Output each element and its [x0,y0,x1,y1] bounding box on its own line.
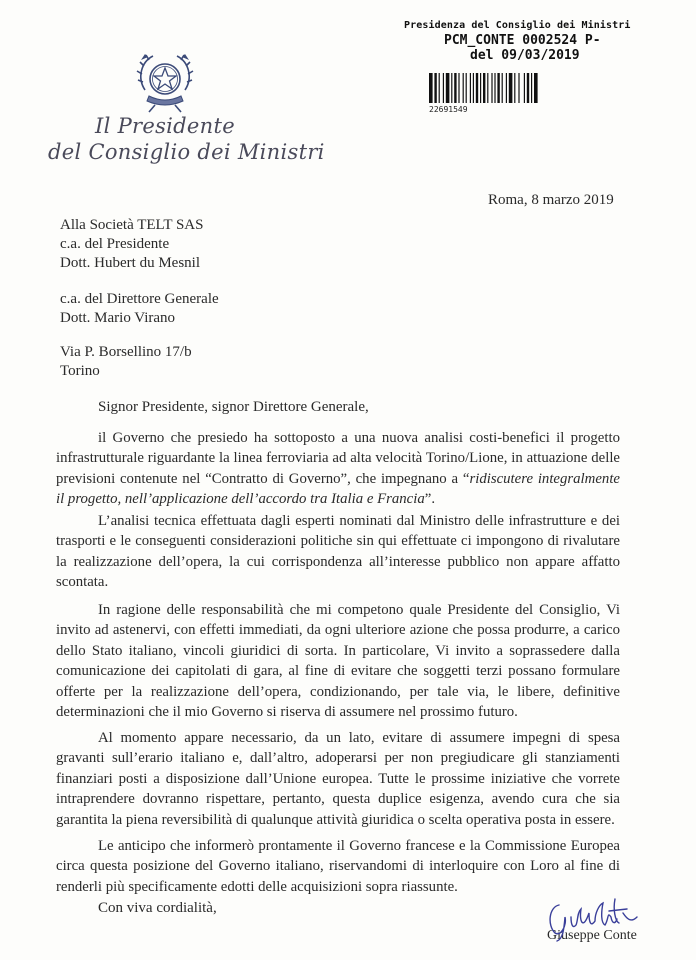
barcode-bar [439,73,440,103]
barcode-bar [454,73,456,103]
barcode-bar [487,73,488,103]
barcode-bar [497,73,499,103]
barcode-bar [446,73,450,103]
barcode-bar [534,73,538,103]
paragraph-1 [56,428,620,510]
barcode-bar [483,73,485,103]
paragraph-1-quote: ridiscutere integralmente il progetto, nell’applicazione dell’accordo tra Italia e Francia [56,470,621,508]
handwritten-signature [545,895,640,943]
place-date: Roma, 8 marzo 2019 [488,192,614,208]
recipient-street: Via P. Borsellino 17/b [60,344,192,360]
barcode-bar [466,73,467,103]
recipient-attn-president: c.a. del Presidente [60,236,170,252]
barcode-bar [524,73,525,103]
paragraph-5: Le anticipo che informerò prontamente il Governo francese e la Commissione Europea circa questa posizione del Governo italiano, riservandomi di interloquire con Loro al fine di renderli più specificamente edotti delle acquisizioni sopra riassunte. [56,838,620,895]
barcode-bar [470,73,471,103]
barcode-bar [463,73,464,103]
recipient-company: Alla Società TELT SAS [60,217,204,233]
barcode-bar [494,73,495,103]
recipient-block-2 [60,290,219,328]
barcode-bar [527,73,529,103]
greeting: Signor Presidente, signor Direttore Generale, [98,399,369,415]
barcode-bar [491,73,492,103]
barcode-bar [514,73,515,103]
paragraph-1-end: ”. [424,491,436,508]
barcode-bar [443,73,444,103]
letterhead-title-line1: Il Presidente [95,114,235,138]
barcode-bar [458,73,459,103]
barcode-bar [509,73,513,103]
recipient-address [60,343,192,381]
protocol-stamp [404,20,644,63]
barcode [429,73,619,103]
recipient-block [60,216,203,273]
barcode-bar [429,73,433,103]
closing: Con viva cordialità, [98,900,217,916]
barcode-bar [473,73,474,103]
barcode-bar [434,73,436,103]
emblem-icon [135,50,195,115]
paragraph-2: L’analisi tecnica effettuata dagli esperti nominati dal Ministro delle infrastrutture e dei trasporti e le conseguenti considerazioni politiche sin qui effettuate ci impongono di rivalutare la realizzazione dell’opera, la cui corrispondenza all’interesse pubblico non appare affatto scontata. [56,513,620,591]
letterhead-title-line2: del Consiglio dei Ministri [48,140,325,164]
barcode-bar [476,73,478,103]
barcode-bar [531,73,532,103]
barcode-bar [518,73,519,103]
barcode-bar [506,73,507,103]
stamp-protocol-number: PCM_CONTE 0002524 P- [444,33,601,48]
recipient-director-name: Dott. Mario Virano [60,310,176,326]
paragraph-1-start: il Governo che presiedo ha sottoposto a una nuova analisi costi-benefici il progetto infrastrutturale riguardante la linea ferroviaria ad alta velocità Torino/Lione, in attuazione delle previsioni contenute nel “Contratto di Governo”, che impegnano a “ [56,430,620,487]
barcode-bar [502,73,503,103]
signatory-name: Giuseppe Conte [547,928,637,943]
stamp-date: del 09/03/2019 [470,48,580,63]
stamp-office: Presidenza del Consiglio dei Ministri [404,20,631,31]
paragraph-4: Al momento appare necessario, da un lato, evitare di assumere impegni di spesa gravanti sull’erario italiano e, dall’altro, adoperarsi per non pregiudicare gli stanziamenti finanziari posti a disposizione dall’Unione europea. Tutte le prossime iniziative che vorrete intraprendere dovranno rispettare, pertanto, questa duplice esigenza, avendo cura che sia garantita la piena reversibilità di qualunque attività giuridica o scelta operativa posta in essere. [56,730,620,828]
barcode-bar [480,73,481,103]
barcode-bar [451,73,452,103]
paragraph-3: In ragione delle responsabilità che mi competono quale Presidente del Consiglio, Vi invito ad astenervi, con effetti immediati, da ogni ulteriore azione che possa produrre, a carico dello Stato italiano, vincoli giuridici di sorta. In particolare, Vi invito a soprassedere dalla comunicazione dei capitolati di gara, al fine di evitare che soggetti terzi possano formulare offerte per la realizzazione dell’opera, condizionando, per tale via, le libere, definitive determinazioni che il mio Governo si riserva di assumere nel prossimo futuro. [56,602,620,721]
barcode-number: 22691549 [429,105,468,114]
recipient-president-name: Dott. Hubert du Mesnil [60,255,200,271]
recipient-attn-director: c.a. del Direttore Generale [60,291,219,307]
recipient-city: Torino [60,363,100,379]
